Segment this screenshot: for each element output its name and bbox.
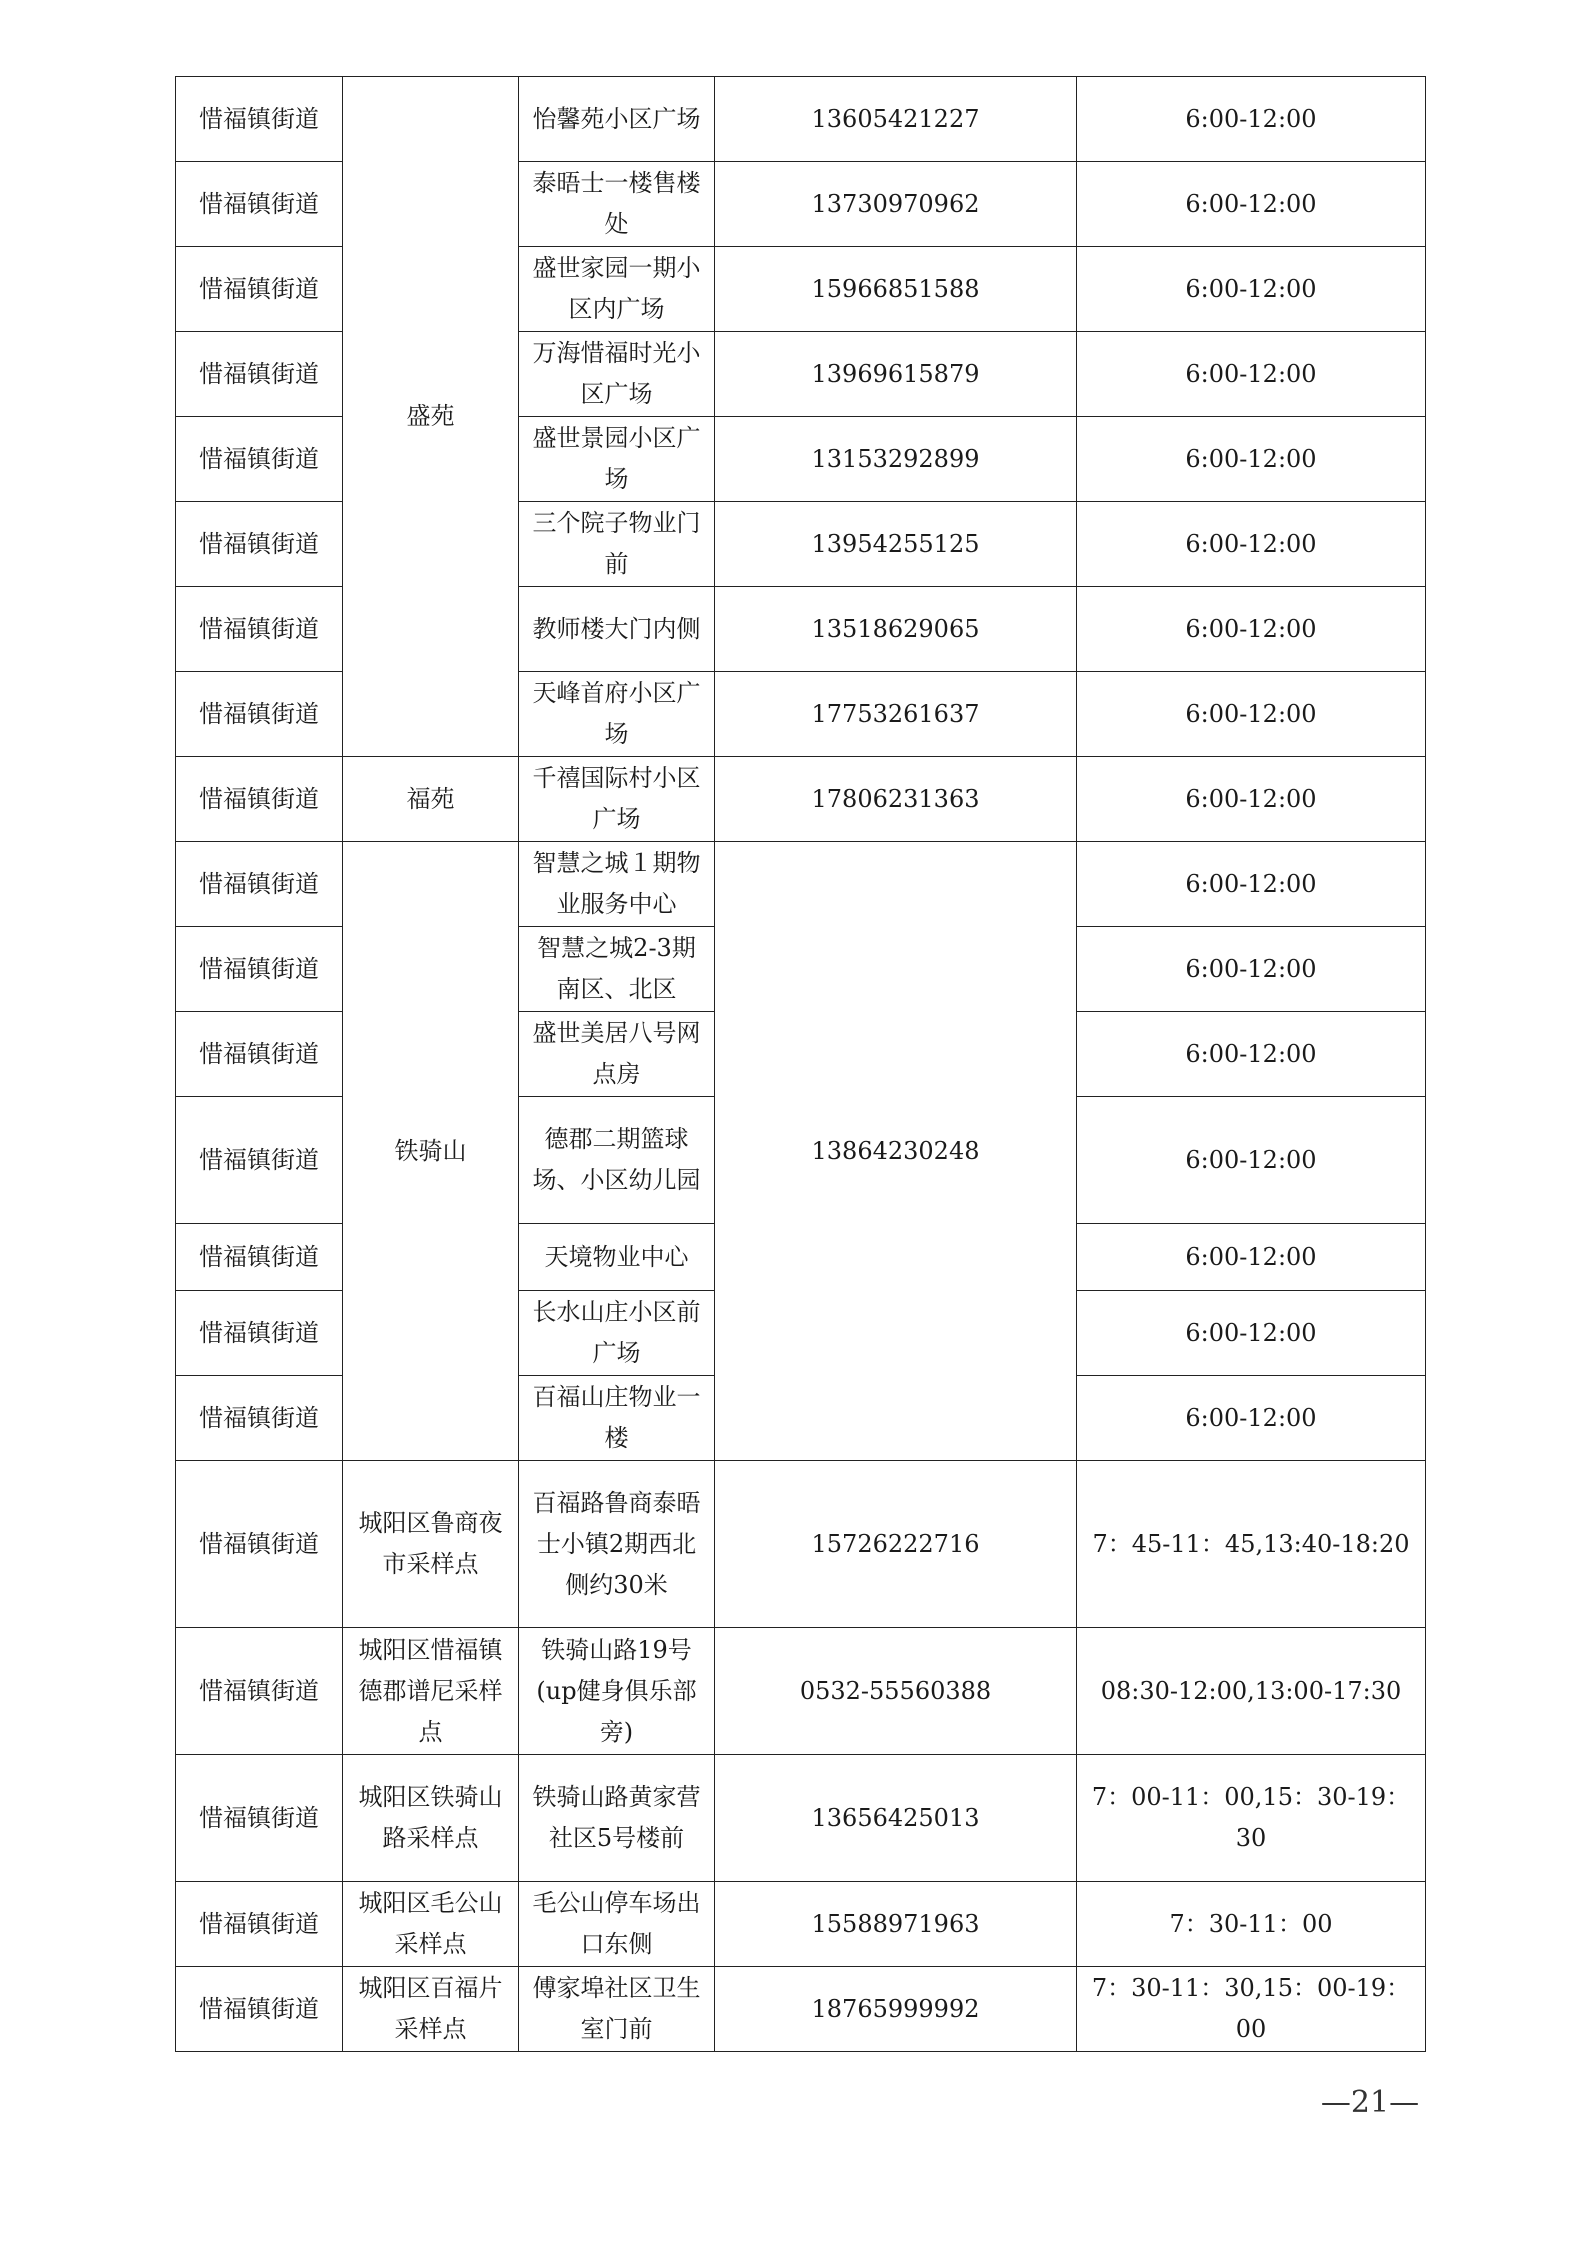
site-cell: 教师楼大门内侧 [519, 587, 715, 672]
site-cell: 三个院子物业门前 [519, 502, 715, 587]
phone-cell: 13864230248 [715, 842, 1077, 1461]
table-row [176, 757, 1426, 842]
site-cell: 万海惜福时光小区广场 [519, 332, 715, 417]
phone-cell: 13730970962 [715, 162, 1077, 247]
street-cell: 惜福镇街道 [176, 1967, 343, 2052]
street-cell: 惜福镇街道 [176, 502, 343, 587]
site-cell: 千禧国际村小区广场 [519, 757, 715, 842]
street-cell: 惜福镇街道 [176, 1291, 343, 1376]
table-row [176, 1755, 1426, 1882]
hours-cell: 6:00-12:00 [1077, 927, 1426, 1012]
street-cell: 惜福镇街道 [176, 1461, 343, 1628]
site-cell: 百福山庄物业一楼 [519, 1376, 715, 1461]
hours-cell: 6:00-12:00 [1077, 842, 1426, 927]
community-cell: 铁骑山 [343, 842, 519, 1461]
street-cell: 惜福镇街道 [176, 757, 343, 842]
street-cell: 惜福镇街道 [176, 162, 343, 247]
hours-cell: 6:00-12:00 [1077, 77, 1426, 162]
site-cell: 德郡二期篮球场、小区幼儿园 [519, 1097, 715, 1224]
hours-cell: 6:00-12:00 [1077, 1224, 1426, 1291]
site-cell: 百福路鲁商泰晤士小镇2期西北侧约30米 [519, 1461, 715, 1628]
hours-cell: 6:00-12:00 [1077, 672, 1426, 757]
table-row [176, 1628, 1426, 1755]
hours-cell: 7：30-11：00 [1077, 1882, 1426, 1967]
street-cell: 惜福镇街道 [176, 927, 343, 1012]
hours-cell: 6:00-12:00 [1077, 162, 1426, 247]
hours-cell: 6:00-12:00 [1077, 332, 1426, 417]
street-cell: 惜福镇街道 [176, 1097, 343, 1224]
street-cell: 惜福镇街道 [176, 1628, 343, 1755]
street-cell: 惜福镇街道 [176, 1012, 343, 1097]
hours-cell: 6:00-12:00 [1077, 247, 1426, 332]
site-cell: 盛世家园一期小区内广场 [519, 247, 715, 332]
community-cell: 城阳区百福片采样点 [343, 1967, 519, 2052]
site-cell: 傅家埠社区卫生室门前 [519, 1967, 715, 2052]
table-row [176, 1967, 1426, 2052]
hours-cell: 6:00-12:00 [1077, 757, 1426, 842]
phone-cell: 13954255125 [715, 502, 1077, 587]
phone-cell: 17806231363 [715, 757, 1077, 842]
street-cell: 惜福镇街道 [176, 77, 343, 162]
site-cell: 铁骑山路19号(up健身俱乐部旁) [519, 1628, 715, 1755]
phone-cell: 15966851588 [715, 247, 1077, 332]
phone-cell: 15726222716 [715, 1461, 1077, 1628]
hours-cell: 6:00-12:00 [1077, 1376, 1426, 1461]
hours-cell: 7：30-11：30,15：00-19：00 [1077, 1967, 1426, 2052]
site-cell: 盛世景园小区广场 [519, 417, 715, 502]
site-cell: 怡馨苑小区广场 [519, 77, 715, 162]
street-cell: 惜福镇街道 [176, 247, 343, 332]
table-row [176, 77, 1426, 162]
hours-cell: 6:00-12:00 [1077, 417, 1426, 502]
street-cell: 惜福镇街道 [176, 332, 343, 417]
sampling-sites-table [175, 76, 1426, 2052]
community-cell: 城阳区惜福镇德郡谱尼采样点 [343, 1628, 519, 1755]
hours-cell: 6:00-12:00 [1077, 1097, 1426, 1224]
phone-cell: 18765999992 [715, 1967, 1077, 2052]
hours-cell: 7：00-11：00,15：30-19：30 [1077, 1755, 1426, 1882]
site-cell: 天峰首府小区广场 [519, 672, 715, 757]
site-cell: 天境物业中心 [519, 1224, 715, 1291]
hours-cell: 6:00-12:00 [1077, 587, 1426, 672]
phone-cell: 17753261637 [715, 672, 1077, 757]
site-cell: 毛公山停车场出口东侧 [519, 1882, 715, 1967]
street-cell: 惜福镇街道 [176, 417, 343, 502]
street-cell: 惜福镇街道 [176, 672, 343, 757]
community-cell: 盛苑 [343, 77, 519, 757]
community-cell: 福苑 [343, 757, 519, 842]
page-number: —21— [1320, 2085, 1420, 2120]
phone-cell: 13518629065 [715, 587, 1077, 672]
phone-cell: 13656425013 [715, 1755, 1077, 1882]
table-body [176, 77, 1426, 2052]
street-cell: 惜福镇街道 [176, 1224, 343, 1291]
street-cell: 惜福镇街道 [176, 1755, 343, 1882]
phone-cell: 13153292899 [715, 417, 1077, 502]
hours-cell: 6:00-12:00 [1077, 502, 1426, 587]
table-row [176, 842, 1426, 927]
table-row [176, 1882, 1426, 1967]
street-cell: 惜福镇街道 [176, 1882, 343, 1967]
site-cell: 盛世美居八号网点房 [519, 1012, 715, 1097]
hours-cell: 08:30-12:00,13:00-17:30 [1077, 1628, 1426, 1755]
site-cell: 长水山庄小区前广场 [519, 1291, 715, 1376]
phone-cell: 15588971963 [715, 1882, 1077, 1967]
street-cell: 惜福镇街道 [176, 842, 343, 927]
hours-cell: 6:00-12:00 [1077, 1012, 1426, 1097]
site-cell: 铁骑山路黄家营社区5号楼前 [519, 1755, 715, 1882]
hours-cell: 7：45-11：45,13:40-18:20 [1077, 1461, 1426, 1628]
street-cell: 惜福镇街道 [176, 587, 343, 672]
phone-cell: 0532-55560388 [715, 1628, 1077, 1755]
site-cell: 泰晤士一楼售楼处 [519, 162, 715, 247]
hours-cell: 6:00-12:00 [1077, 1291, 1426, 1376]
community-cell: 城阳区铁骑山路采样点 [343, 1755, 519, 1882]
community-cell: 城阳区鲁商夜市采样点 [343, 1461, 519, 1628]
community-cell: 城阳区毛公山采样点 [343, 1882, 519, 1967]
table-row [176, 1461, 1426, 1628]
site-cell: 智慧之城2-3期南区、北区 [519, 927, 715, 1012]
phone-cell: 13605421227 [715, 77, 1077, 162]
phone-cell: 13969615879 [715, 332, 1077, 417]
site-cell: 智慧之城１期物业服务中心 [519, 842, 715, 927]
street-cell: 惜福镇街道 [176, 1376, 343, 1461]
